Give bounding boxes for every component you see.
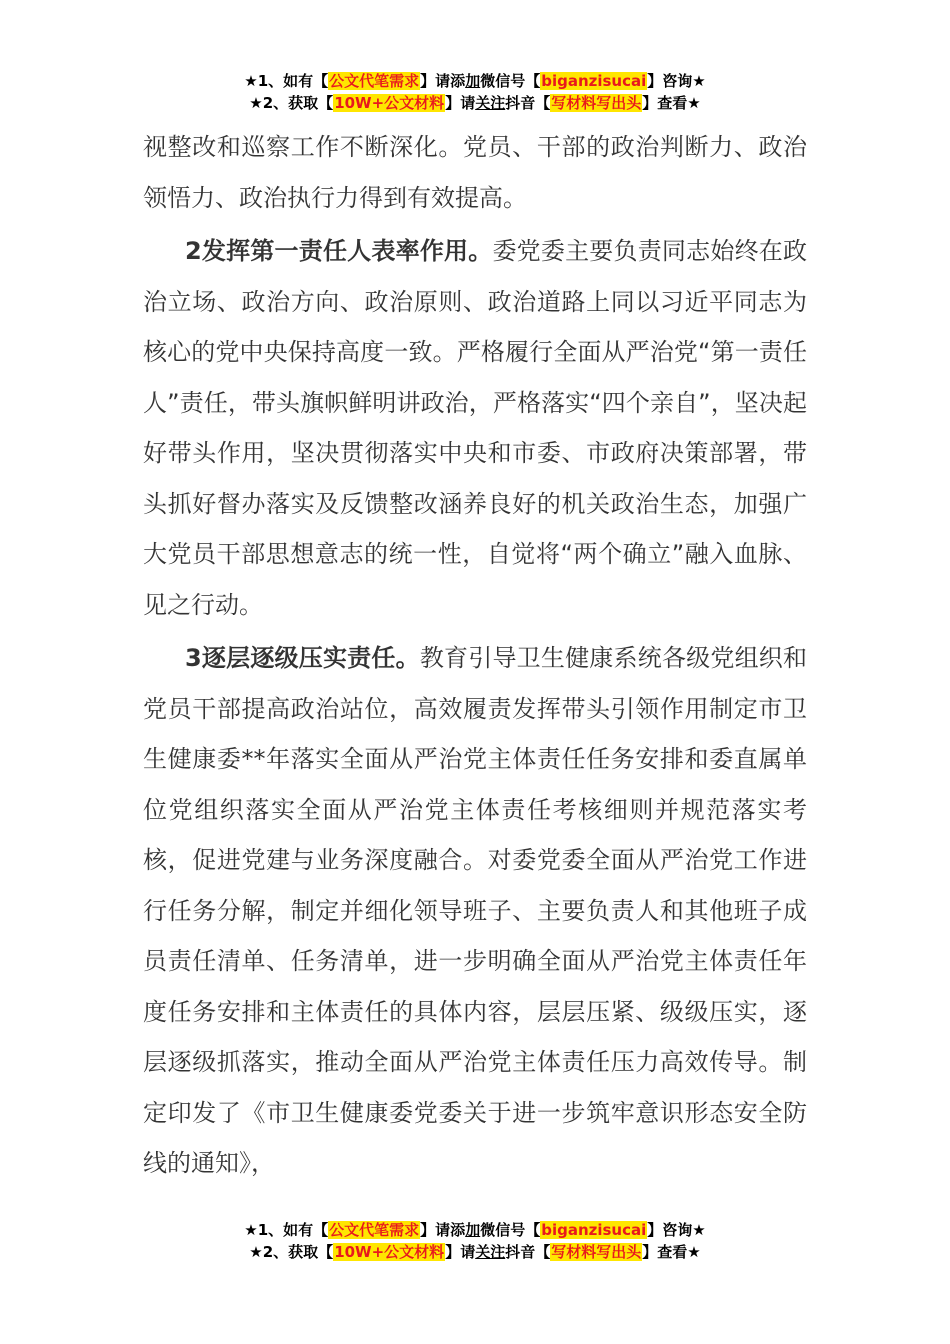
paragraph-3-heading: 3逐层逐级压实责任。 [185, 644, 420, 672]
highlight-service: 公文代笔需求 [329, 72, 420, 90]
paragraph-2-heading: 2发挥第一责任人表率作用。 [185, 237, 493, 265]
banner-line-2 [0, 1241, 950, 1263]
banner-line-1 [0, 70, 950, 92]
banner-text: 抖音【 [505, 1243, 551, 1261]
header-banner [0, 70, 950, 114]
banner-text: 】请 [445, 1243, 476, 1261]
paragraph-3 [143, 633, 807, 1189]
banner-text: 抖音【 [505, 94, 551, 112]
highlight-douyin: 写材料写出头 [551, 1243, 642, 1261]
banner-text-underlined: 加 [465, 1221, 481, 1239]
paragraph-continuation: 视整改和巡察工作不断深化。党员、干部的政治判断力、政治领悟力、政治执行力得到有效提高。 [143, 133, 807, 212]
paragraph-3-text: 教育引导卫生健康系统各级党组织和党员干部提高政治站位，高效履责发挥带头引领作用制定市卫生健康委**年落实全面从严治党主体责任任务安排和委直属单位党组织落实全面从严治党主体责任考核细则并规范落实考核，促进党建与业务深度融合。对委党委全面从严治党工作进行任务分解，制定并细化领导班子、主要负责人和其他班子成员责任清单、任务清单，进一步明确全面从严治党主体责任年度任务安排和主体责任的具体内容，层层压紧、级级压实，逐层逐级抓落实，推动全面从严治党主体责任压力高效传导。制定印发了《市卫生健康委党委关于进一步筑牢意识形态安全防线的通知》， [143, 644, 808, 1177]
banner-text: ★1、如有【 [244, 1221, 329, 1239]
banner-text: 】请添 [420, 1221, 466, 1239]
paragraph-2 [143, 226, 807, 630]
banner-text: 】查看★ [642, 1243, 701, 1261]
highlight-materials: 10W+公文材料 [334, 1243, 445, 1261]
banner-text: 微信号【 [480, 1221, 541, 1239]
highlight-wechat-id: biganzisucai [541, 1221, 647, 1239]
banner-text-underlined: 关注 [475, 1243, 506, 1261]
banner-text: 】咨询★ [647, 72, 706, 90]
banner-text: ★2、获取【 [249, 1243, 334, 1261]
document-body [143, 122, 807, 1189]
highlight-materials: 10W+公文材料 [334, 94, 445, 112]
banner-text: 】查看★ [642, 94, 701, 112]
banner-text: 微信号【 [480, 72, 541, 90]
highlight-douyin: 写材料写出头 [551, 94, 642, 112]
banner-text-underlined: 关注 [475, 94, 506, 112]
banner-text: 】咨询★ [647, 1221, 706, 1239]
banner-text: 】请 [445, 94, 476, 112]
banner-text: 】请添 [420, 72, 466, 90]
highlight-wechat-id: biganzisucai [541, 72, 647, 90]
banner-text: ★1、如有【 [244, 72, 329, 90]
banner-text-underlined: 加 [465, 72, 481, 90]
banner-text: ★2、获取【 [249, 94, 334, 112]
banner-line-1 [0, 1219, 950, 1241]
banner-line-2 [0, 92, 950, 114]
paragraph-2-text: 委党委主要负责同志始终在政治立场、政治方向、政治原则、政治道路上同以习近平同志为核心的党中央保持高度一致。严格履行全面从严治党“第一责任人”责任，带头旗帜鲜明讲政治，严格落实“四个亲自”，坚决起好带头作用，坚决贯彻落实中央和市委、市政府决策部署，带头抓好督办落实及反馈整改涵养良好的机关政治生态，加强广大党员干部思想意志的统一性，自觉将“两个确立”融入血脉、见之行动。 [143, 237, 807, 619]
highlight-service: 公文代笔需求 [329, 1221, 420, 1239]
footer-banner [0, 1219, 950, 1263]
